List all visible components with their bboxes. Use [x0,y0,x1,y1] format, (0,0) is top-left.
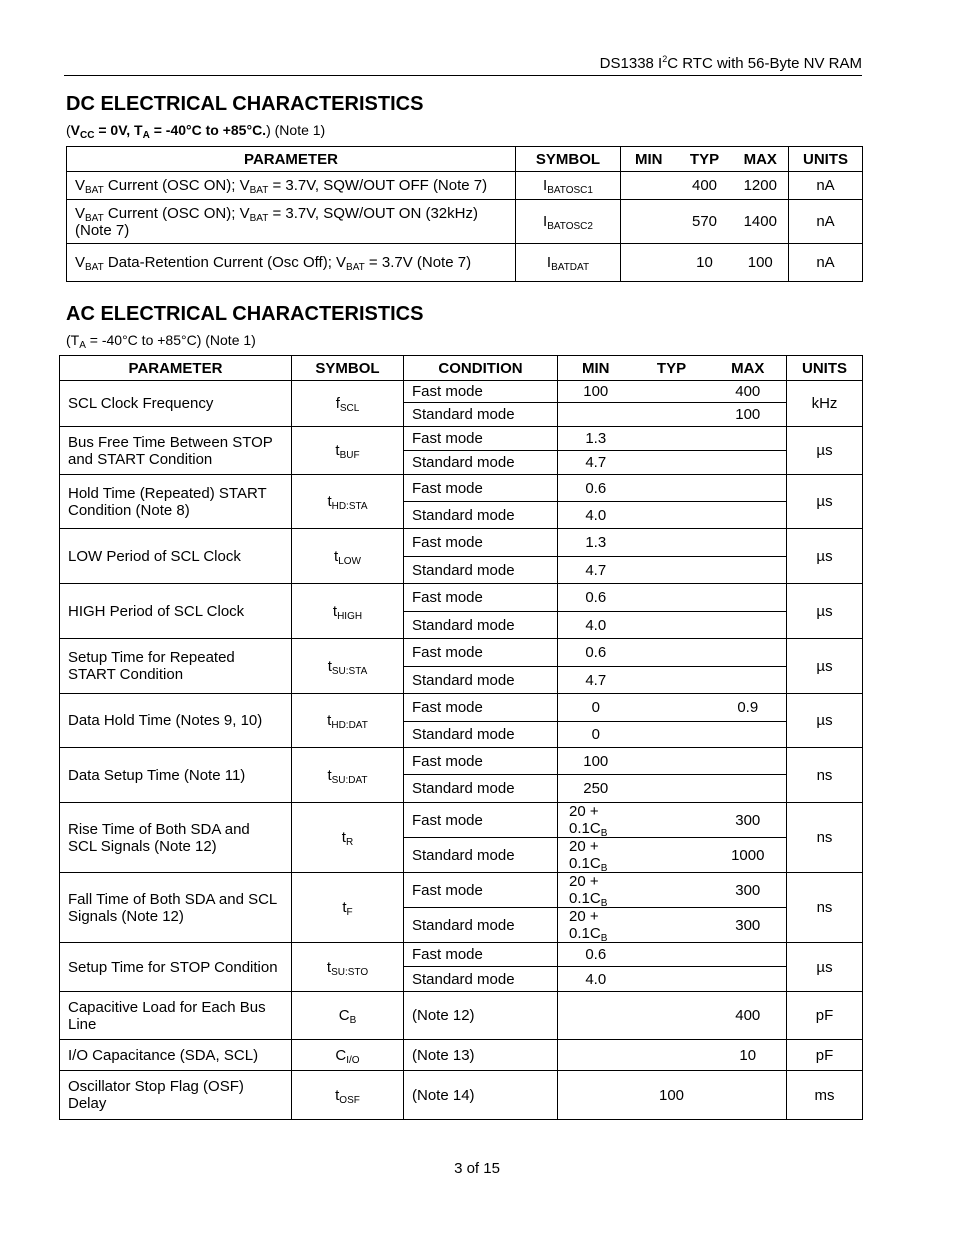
dc-min-cell [621,200,677,244]
ac-condition-cell: Fast mode [404,873,558,908]
ac-units-cell: µs [787,427,863,475]
ac-symbol-cell [292,639,404,694]
ac-max-cell: 1000 [710,838,787,873]
ac-parameter-cell: Setup Time for Repeated START Condition [60,639,292,694]
min-value: 20 + 0.1C [569,803,601,837]
dc-typ-cell: 10 [677,244,733,282]
dc-conditions: ($V_{CC} = 0V$, $T_A = -40^\circ C$ to +85°C.) (Note 1) [66,122,326,141]
dc-units-cell: nA [789,244,863,282]
ac-table-row [60,803,863,838]
ac-typ-cell [634,667,710,694]
ac-typ-cell [634,943,710,967]
dc-units-cell: nA [789,172,863,200]
dc-typ-cell: 400 [677,172,733,200]
symbol-text: t [327,657,332,675]
ac-condition-cell: Standard mode [404,403,558,427]
ac-max-cell: 0.9 [710,694,787,722]
ac-parameter-cell: Data Hold Time (Notes 9, 10) [60,694,292,748]
ac-condition-cell: Standard mode [404,451,558,475]
symbol-text: I [543,213,548,230]
dc-symbol-cell [516,244,621,282]
ac-min-cell [558,427,634,451]
ac-symbol-cell [292,943,404,992]
ac-table-row [60,1040,863,1071]
ac-col-units: UNITS [787,356,863,381]
ac-typ-cell [634,722,710,748]
symbol-sub: BATOSC2 [547,221,593,232]
ac-symbol-cell [292,694,404,748]
dc-parameter-cell [67,172,516,200]
dc-table-row [67,200,863,244]
ac-condition-cell: Standard mode [404,775,558,803]
ac-typ-cell [634,584,710,612]
ac-symbol-cell [292,748,404,803]
ac-parameter-cell: LOW Period of SCL Clock [60,529,292,584]
param-text: = 3.7V (Note 7) [364,254,472,271]
dc-section-title: DC ELECTRICAL CHARACTERISTICS [66,93,424,115]
ac-table-row [60,694,863,722]
dc-col-typ: TYP [677,147,733,172]
ac-units-cell: µs [787,584,863,639]
ac-min-cell [558,475,634,502]
ac-parameter-cell: Setup Time for STOP Condition [60,943,292,992]
ac-max-cell: 400 [710,992,787,1040]
ac-table-row [60,1071,863,1120]
ac-max-cell [710,427,787,451]
ac-col-min: MIN [558,356,634,381]
ac-units-cell: ns [787,873,863,943]
symbol-text: t [327,766,332,784]
ac-parameter-cell: HIGH Period of SCL Clock [60,584,292,639]
ac-min-cell [558,667,634,694]
ac-units-cell: µs [787,529,863,584]
min-value: 100 [583,383,609,400]
dc-col-symbol: SYMBOL [516,147,621,172]
ac-section-title: AC ELECTRICAL CHARACTERISTICS [66,303,424,325]
ac-condition-cell: Standard mode [404,557,558,584]
ac-symbol-cell [292,992,404,1040]
dc-parameter-cell [67,244,516,282]
ac-parameter-cell: Bus Free Time Between STOP and START Condition [60,427,292,475]
symbol-text: t [342,899,347,916]
min-value: 4.0 [585,506,607,524]
ac-max-cell: 100 [710,403,787,427]
ac-max-cell [710,748,787,775]
ac-min-cell [558,1040,634,1071]
ac-max-cell: 300 [710,803,787,838]
symbol-sub: F [346,907,353,918]
ac-typ-cell [634,639,710,667]
symbol-text: C [335,1046,347,1064]
symbol-text: I [543,177,548,194]
ac-min-cell [558,584,634,612]
min-value: 4.7 [585,671,607,689]
dc-parameter-cell [67,200,516,244]
ac-symbol-cell [292,427,404,475]
symbol-sub: OSF [339,1094,360,1106]
symbol-sub: HD:STA [331,501,368,512]
dc-col-max: MAX [733,147,789,172]
ac-condition-cell: Fast mode [404,529,558,557]
min-sub: B [600,828,608,839]
ac-units-cell: µs [787,694,863,748]
ac-characteristics-table [59,355,863,1120]
min-value: 0 [591,699,600,716]
dc-units-cell: nA [789,200,863,244]
ac-units-cell: ns [787,748,863,803]
ac-min-cell [558,873,634,908]
ac-symbol-cell [292,381,404,427]
ac-symbol-cell [292,1040,404,1071]
ac-max-cell [710,502,787,529]
ac-condition-cell: Fast mode [404,943,558,967]
param-text: V [75,204,86,222]
ac-typ-cell [634,427,710,451]
ac-condition-cell: Standard mode [404,502,558,529]
ac-min-cell [558,908,634,943]
ac-parameter-cell: Hold Time (Repeated) START Condition (Note 8) [60,475,292,529]
ac-max-cell [710,967,787,992]
ac-typ-cell [634,992,710,1040]
symbol-text: t [327,493,332,510]
min-sub: B [600,898,608,909]
ac-parameter-cell: Capacitive Load for Each Bus Line [60,992,292,1040]
ac-min-cell [558,838,634,873]
ac-conditions: ($T_A = -40^\circ C$ to +85°C) (Note 1) [66,332,256,351]
symbol-text: t [335,442,340,459]
ac-col-max: MAX [710,356,787,381]
dc-col-parameter: PARAMETER [67,147,516,172]
ac-min-cell [558,529,634,557]
dc-header-row [67,147,863,172]
ac-table-row [60,639,863,667]
ac-condition-cell: Standard mode [404,838,558,873]
ac-max-cell [710,943,787,967]
ac-typ-cell [634,451,710,475]
ac-units-cell: µs [787,475,863,529]
ac-symbol-cell [292,584,404,639]
min-value: 0.6 [585,589,607,606]
ac-max-cell: 300 [710,908,787,943]
doc-title: DS1338 $I^2C$ RTC with 56-Byte NV RAM [599,54,862,72]
page-number: 3 of 15 [454,1160,500,1177]
min-value: 250 [583,780,609,797]
ac-parameter-cell: Rise Time of Both SDA and SCL Signals (Note 12) [60,803,292,873]
ac-min-cell [558,403,634,427]
ac-table-row [60,748,863,775]
ac-symbol-cell [292,873,404,943]
ac-symbol-cell [292,803,404,873]
ac-symbol-cell [292,1071,404,1120]
ac-units-cell: ms [787,1071,863,1120]
symbol-text: C [338,1007,350,1024]
ac-symbol-cell [292,475,404,529]
dc-table-row [67,244,863,282]
ac-max-cell [710,557,787,584]
ac-typ-cell [634,775,710,803]
ac-min-cell [558,451,634,475]
ac-units-cell: µs [787,639,863,694]
symbol-text: t [341,829,346,846]
dc-col-min: MIN [621,147,677,172]
ac-units-cell: kHz [787,381,863,427]
dc-min-cell [621,172,677,200]
ac-max-cell [710,451,787,475]
ac-min-cell [558,502,634,529]
min-value: 4.0 [585,616,607,634]
ac-parameter-cell: Data Setup Time (Note 11) [60,748,292,803]
ac-max-cell [710,722,787,748]
ac-condition-cell: (Note 14) [404,1071,558,1120]
page-header [64,55,862,76]
symbol-sub: HD:DAT [331,720,368,731]
ac-table-row [60,427,863,451]
symbol-text: t [326,958,332,976]
ac-typ-cell [634,694,710,722]
symbol-sub: SU:DAT [331,774,368,786]
ac-col-parameter: PARAMETER [60,356,292,381]
symbol-sub: I/O [346,1054,360,1066]
ac-condition-cell: Fast mode [404,803,558,838]
dc-max-cell: 1400 [733,200,789,244]
ac-condition-cell: Standard mode [404,908,558,943]
param-sub: BAT [85,262,104,273]
ac-table-row [60,584,863,612]
ac-table-row [60,943,863,967]
param-sub: BAT [249,212,269,224]
symbol-text: t [332,602,338,620]
dc-col-units: UNITS [789,147,863,172]
ac-col-symbol: SYMBOL [292,356,404,381]
ac-typ-cell [634,838,710,873]
ac-typ-cell [634,803,710,838]
symbol-sub: BATOSC1 [547,185,593,196]
ac-max-cell: 400 [710,381,787,403]
dc-symbol-cell [516,200,621,244]
ac-min-cell [558,967,634,992]
min-value: 4.0 [585,970,607,988]
min-value: 0.6 [585,946,607,963]
ac-condition-cell: Fast mode [404,475,558,502]
ac-max-cell [710,475,787,502]
symbol-sub: HIGH [337,610,363,622]
ac-typ-cell [634,908,710,943]
ac-min-cell [558,943,634,967]
ac-condition-cell: Standard mode [404,612,558,639]
ac-min-cell [558,694,634,722]
ac-max-cell [710,775,787,803]
param-text: V [75,254,86,271]
ac-max-cell [710,584,787,612]
min-sub: B [600,863,608,874]
ac-condition-cell: Standard mode [404,667,558,694]
ac-table-row [60,475,863,502]
ac-symbol-cell [292,529,404,584]
symbol-text: f [335,395,340,412]
ac-condition-cell: Standard mode [404,722,558,748]
dc-min-cell [621,244,677,282]
ac-typ-cell [634,381,710,403]
symbol-sub: LOW [338,555,361,567]
ac-parameter-cell: I/O Capacitance (SDA, SCL) [60,1040,292,1071]
param-sub: BAT [249,185,269,196]
ac-table-row [60,992,863,1040]
dc-max-cell: 1200 [733,172,789,200]
ac-units-cell: pF [787,992,863,1040]
ac-typ-cell: 100 [634,1071,710,1120]
ac-min-cell [558,557,634,584]
ac-typ-cell [634,873,710,908]
ac-condition-cell: Fast mode [404,427,558,451]
symbol-sub: SCL [339,403,360,414]
param-text: V [75,177,86,194]
symbol-sub: SU:STA [331,665,368,677]
param-sub: BAT [346,262,365,273]
ac-typ-cell [634,748,710,775]
ac-condition-cell: Fast mode [404,584,558,612]
param-text: Current (OSC ON); V [103,204,250,222]
ac-parameter-cell: SCL Clock Frequency [60,381,292,427]
ac-max-cell: 10 [710,1040,787,1071]
param-text: Data-Retention Current (Osc Off); V [103,254,347,271]
symbol-sub: B [349,1015,357,1026]
ac-min-cell [558,992,634,1040]
param-text: Current (OSC ON); V [103,177,250,194]
ac-condition-cell: Fast mode [404,748,558,775]
ac-condition-cell: Standard mode [404,967,558,992]
min-value: 20 + 0.1C [569,873,601,907]
ac-min-cell [558,381,634,403]
ac-min-cell [558,612,634,639]
ac-table-row [60,873,863,908]
min-sub: B [600,933,608,944]
ac-condition-cell: Fast mode [404,694,558,722]
ac-max-cell [710,529,787,557]
ac-typ-cell [634,1040,710,1071]
ac-max-cell [710,1071,787,1120]
min-value: 20 + 0.1C [569,908,601,942]
dc-max-cell: 100 [733,244,789,282]
ac-typ-cell [634,403,710,427]
ac-typ-cell [634,557,710,584]
symbol-sub: SU:STO [331,966,369,978]
ac-col-condition: CONDITION [404,356,558,381]
ac-col-typ: TYP [634,356,710,381]
ac-typ-cell [634,967,710,992]
symbol-text: t [335,1086,340,1104]
min-value: 4.7 [585,454,607,471]
ac-typ-cell [634,529,710,557]
symbol-text: t [327,712,332,729]
symbol-text: I [546,254,552,271]
min-value: 100 [583,752,609,770]
min-value: 1.3 [585,430,607,447]
min-value: 0.6 [585,479,607,497]
ac-table-row [60,381,863,403]
symbol-text: t [334,547,339,565]
ac-typ-cell [634,475,710,502]
min-value: 0.6 [585,644,607,661]
param-text: = 3.7V, SQW/OUT OFF (Note 7) [268,177,488,194]
ac-parameter-cell: Oscillator Stop Flag (OSF) Delay [60,1071,292,1120]
ac-typ-cell [634,612,710,639]
ac-units-cell: pF [787,1040,863,1071]
dc-symbol-cell [516,172,621,200]
symbol-sub: BATDAT [551,262,590,273]
ac-condition-cell: Fast mode [404,639,558,667]
min-value: 20 + 0.1C [569,838,601,872]
ac-min-cell [558,803,634,838]
param-text: = 3.7V, SQW/OUT ON (32kHz) (Note 7) [75,204,478,239]
ac-min-cell [558,722,634,748]
ac-units-cell: µs [787,943,863,992]
symbol-sub: R [345,837,354,848]
ac-typ-cell [634,502,710,529]
ac-max-cell: 300 [710,873,787,908]
ac-min-cell [558,775,634,803]
ac-units-cell: ns [787,803,863,873]
ac-table-row [60,529,863,557]
dc-typ-cell: 570 [677,200,733,244]
min-value: 1.3 [585,534,607,551]
param-sub: BAT [85,212,104,224]
ac-condition-cell: (Note 13) [404,1040,558,1071]
ac-min-cell [558,1071,634,1120]
dc-characteristics-table [66,146,863,282]
ac-parameter-cell: Fall Time of Both SDA and SCL Signals (Note 12) [60,873,292,943]
dc-table-row [67,172,863,200]
ac-max-cell [710,667,787,694]
param-sub: BAT [85,185,104,196]
ac-header-row [60,356,863,381]
ac-condition-cell: (Note 12) [404,992,558,1040]
ac-condition-cell: Fast mode [404,381,558,403]
ac-max-cell [710,639,787,667]
symbol-sub: BUF [339,450,360,461]
ac-min-cell [558,639,634,667]
min-value: 4.7 [585,561,607,579]
ac-max-cell [710,612,787,639]
min-value: 0 [591,726,600,743]
ac-min-cell [558,748,634,775]
